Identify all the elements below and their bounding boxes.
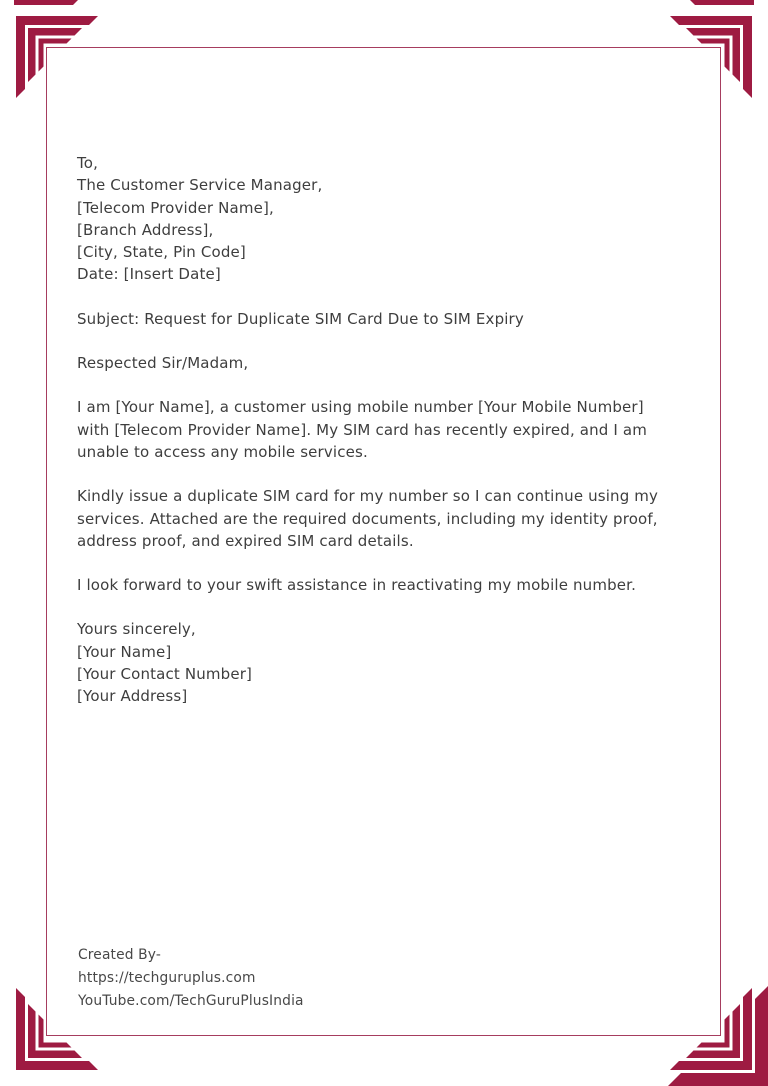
paragraph-line: I look forward to your swift assistance in reactivating my mobile number. bbox=[77, 576, 637, 595]
paragraph-line: services. Attached are the required documents, including my identity proof, bbox=[77, 509, 658, 528]
closing-line: [Your Contact Number] bbox=[77, 665, 253, 684]
corner-ornament-top-right-icon bbox=[638, 0, 768, 130]
paragraph bbox=[77, 396, 717, 463]
letter-body bbox=[77, 152, 717, 708]
date-line: Date: [Insert Date] bbox=[77, 265, 221, 284]
closing-line: Yours sincerely, bbox=[77, 620, 196, 639]
recipient-line: The Customer Service Manager, bbox=[77, 176, 323, 195]
footer-credits bbox=[78, 944, 304, 1013]
paragraph bbox=[77, 485, 717, 552]
recipient-line: [Branch Address], bbox=[77, 220, 214, 239]
closing-line: [Your Address] bbox=[77, 687, 188, 706]
salutation: Respected Sir/Madam, bbox=[77, 354, 249, 373]
closing-line: [Your Name] bbox=[77, 642, 172, 661]
paragraph-line: address proof, and expired SIM card details. bbox=[77, 531, 414, 550]
corner-ornament-bottom-right-icon bbox=[638, 956, 768, 1086]
paragraph-line: Kindly issue a duplicate SIM card for my number so I can continue using my bbox=[77, 487, 659, 506]
footer-created-by: Created By- bbox=[78, 947, 162, 963]
recipient-line: [City, State, Pin Code] bbox=[77, 243, 246, 262]
paragraph-line: I am [Your Name], a customer using mobile number [Your Mobile Number] bbox=[77, 398, 644, 417]
footer-website-url: https://techguruplus.com bbox=[78, 970, 256, 986]
recipient-block bbox=[77, 152, 717, 286]
paragraph bbox=[77, 574, 717, 596]
paragraph-line: unable to access any mobile services. bbox=[77, 442, 368, 461]
subject-line: Subject: Request for Duplicate SIM Card Due to SIM Expiry bbox=[77, 309, 524, 328]
recipient-line: [Telecom Provider Name], bbox=[77, 198, 274, 217]
footer-youtube-url: YouTube.com/TechGuruPlusIndia bbox=[78, 993, 304, 1009]
paragraph-line: with [Telecom Provider Name]. My SIM card has recently expired, and I am bbox=[77, 420, 647, 439]
closing-block bbox=[77, 618, 717, 707]
corner-ornament-top-left-icon bbox=[0, 0, 130, 130]
recipient-line: To, bbox=[77, 154, 99, 172]
